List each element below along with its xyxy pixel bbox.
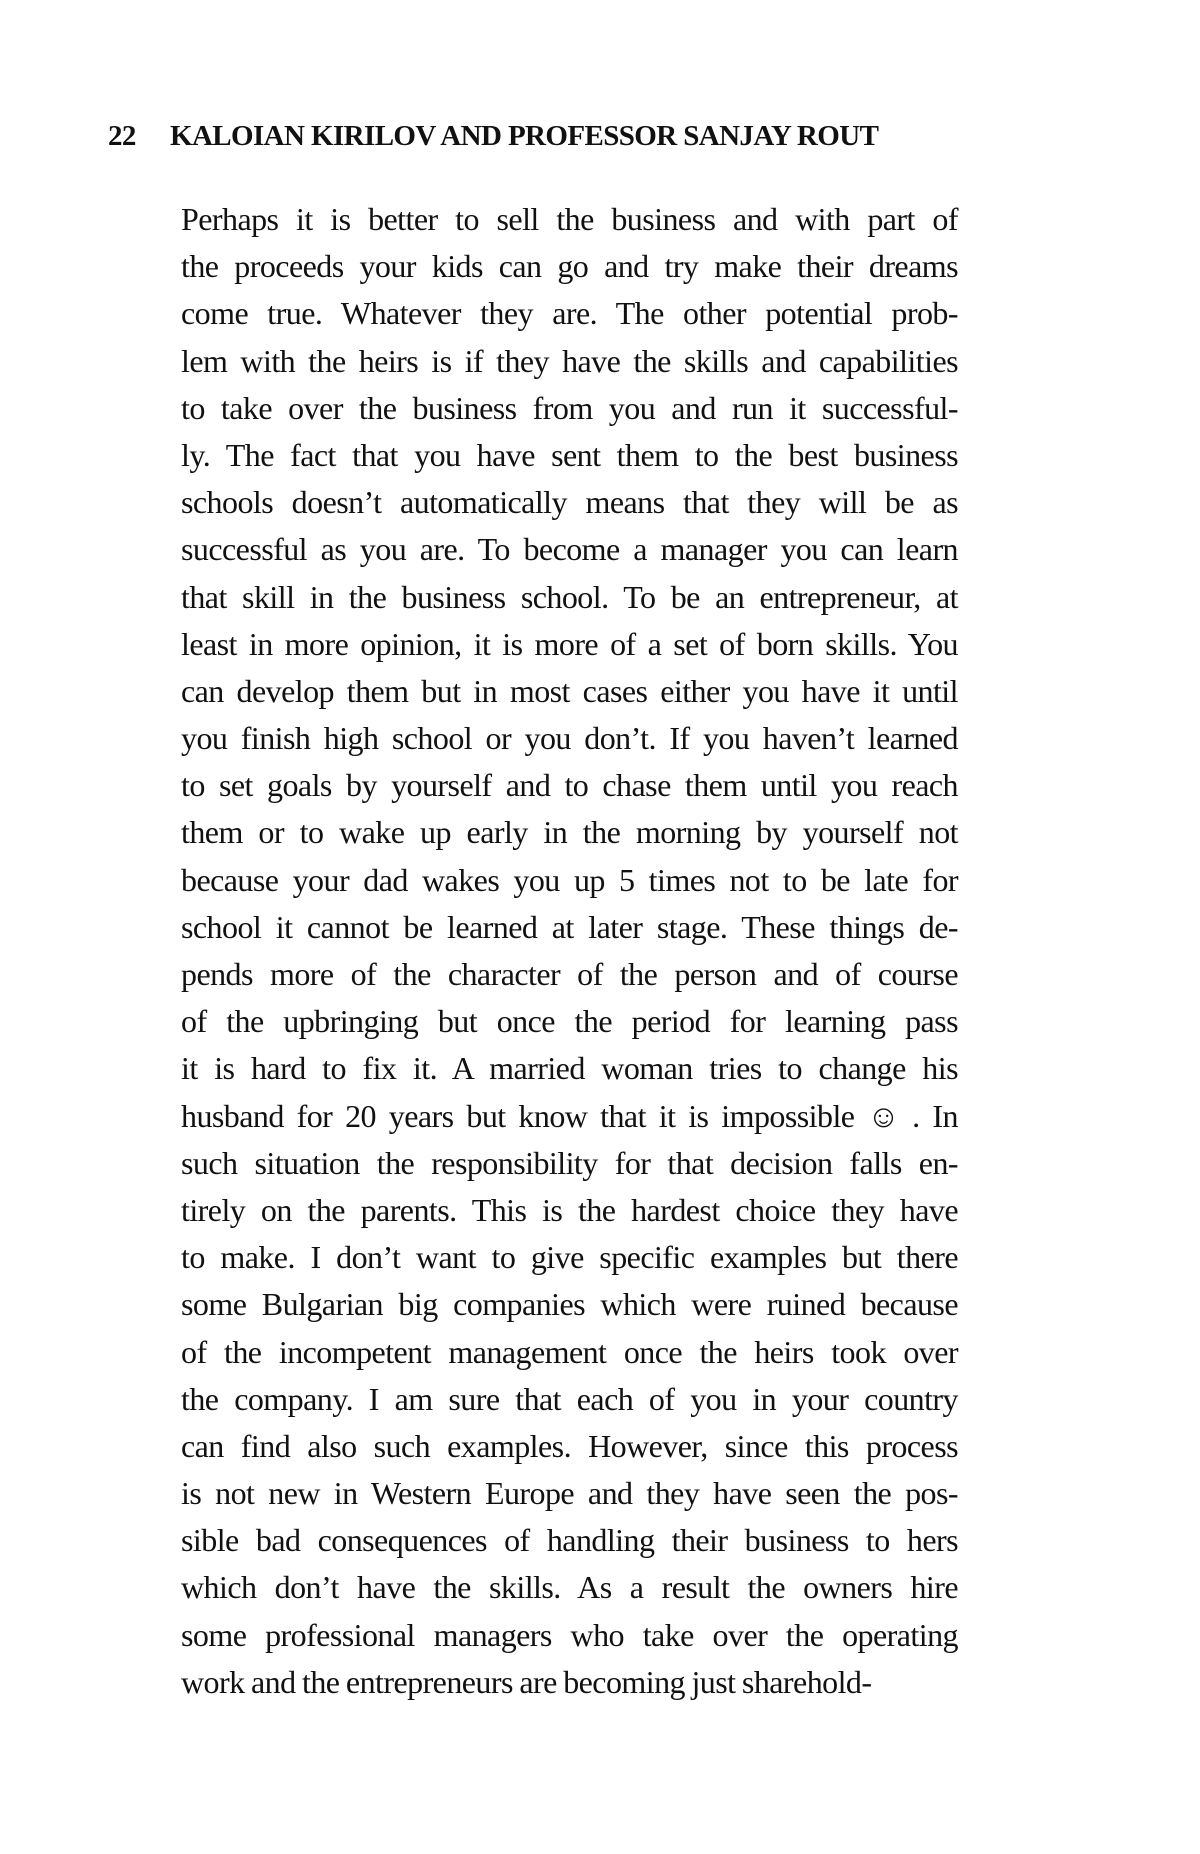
text-line: can develop them but in most cases either you have it until <box>181 672 958 709</box>
text-line: to take over the business from you and run it successful- <box>181 389 958 426</box>
text-line: ly. The fact that you have sent them to the best business <box>181 436 958 473</box>
text-line: come true. Whatever they are. The other potential prob- <box>181 295 958 332</box>
text-line: school it cannot be learned at later stage. These things de- <box>181 908 958 945</box>
text-line: tirely on the parents. This is the hardest choice they have <box>181 1191 958 1228</box>
running-header-title: KALOIAN KIRILOV AND PROFESSOR SANJAY ROUT <box>170 120 879 152</box>
text-line: schools doesn’t automatically means that they will be as <box>181 484 958 521</box>
text-line: of the incompetent management once the heirs took over <box>181 1333 958 1370</box>
text-line: to make. I don’t want to give specific examples but there <box>181 1239 958 1276</box>
text-line: husband for 20 years but know that it is impossible ☺ . In <box>181 1097 958 1134</box>
running-header <box>108 120 988 160</box>
text-line: successful as you are. To become a manager you can learn <box>181 531 958 568</box>
text-line: that skill in the business school. To be an entrepreneur, at <box>181 578 958 615</box>
text-line: some professional managers who take over the operating <box>181 1616 958 1653</box>
body-paragraph <box>181 196 958 1706</box>
text-line: the proceeds your kids can go and try make their dreams <box>181 248 958 285</box>
text-line: such situation the responsibility for that decision falls en- <box>181 1144 958 1181</box>
text-line: some Bulgarian big companies which were ruined because <box>181 1286 958 1323</box>
text-line: to set goals by yourself and to chase them until you reach <box>181 767 958 804</box>
text-line: you finish high school or you don’t. If you haven’t learned <box>181 720 958 757</box>
text-line: the company. I am sure that each of you in your country <box>181 1380 958 1417</box>
text-line: lem with the heirs is if they have the skills and capabilities <box>181 342 958 379</box>
text-line: it is hard to fix it. A married woman tries to change his <box>181 1050 958 1087</box>
text-line: is not new in Western Europe and they have seen the pos- <box>181 1475 958 1512</box>
text-line: of the upbringing but once the period for learning pass <box>181 1003 958 1040</box>
text-line: least in more opinion, it is more of a set of born skills. You <box>181 625 958 662</box>
page-number: 22 <box>108 120 136 152</box>
text-line: pends more of the character of the person and of course <box>181 956 958 992</box>
text-line: can find also such examples. However, since this process <box>181 1427 958 1464</box>
text-line: which don’t have the skills. As a result the owners hire <box>181 1569 958 1606</box>
text-line: sible bad consequences of handling their business to hers <box>181 1522 958 1559</box>
text-line: them or to wake up early in the morning by yourself not <box>181 814 958 851</box>
text-line: Perhaps it is better to sell the business and with part of <box>181 201 958 237</box>
text-line: work and the entrepreneurs are becoming just sharehold- <box>181 1663 872 1700</box>
text-line: because your dad wakes you up 5 times not to be late for <box>181 861 958 898</box>
